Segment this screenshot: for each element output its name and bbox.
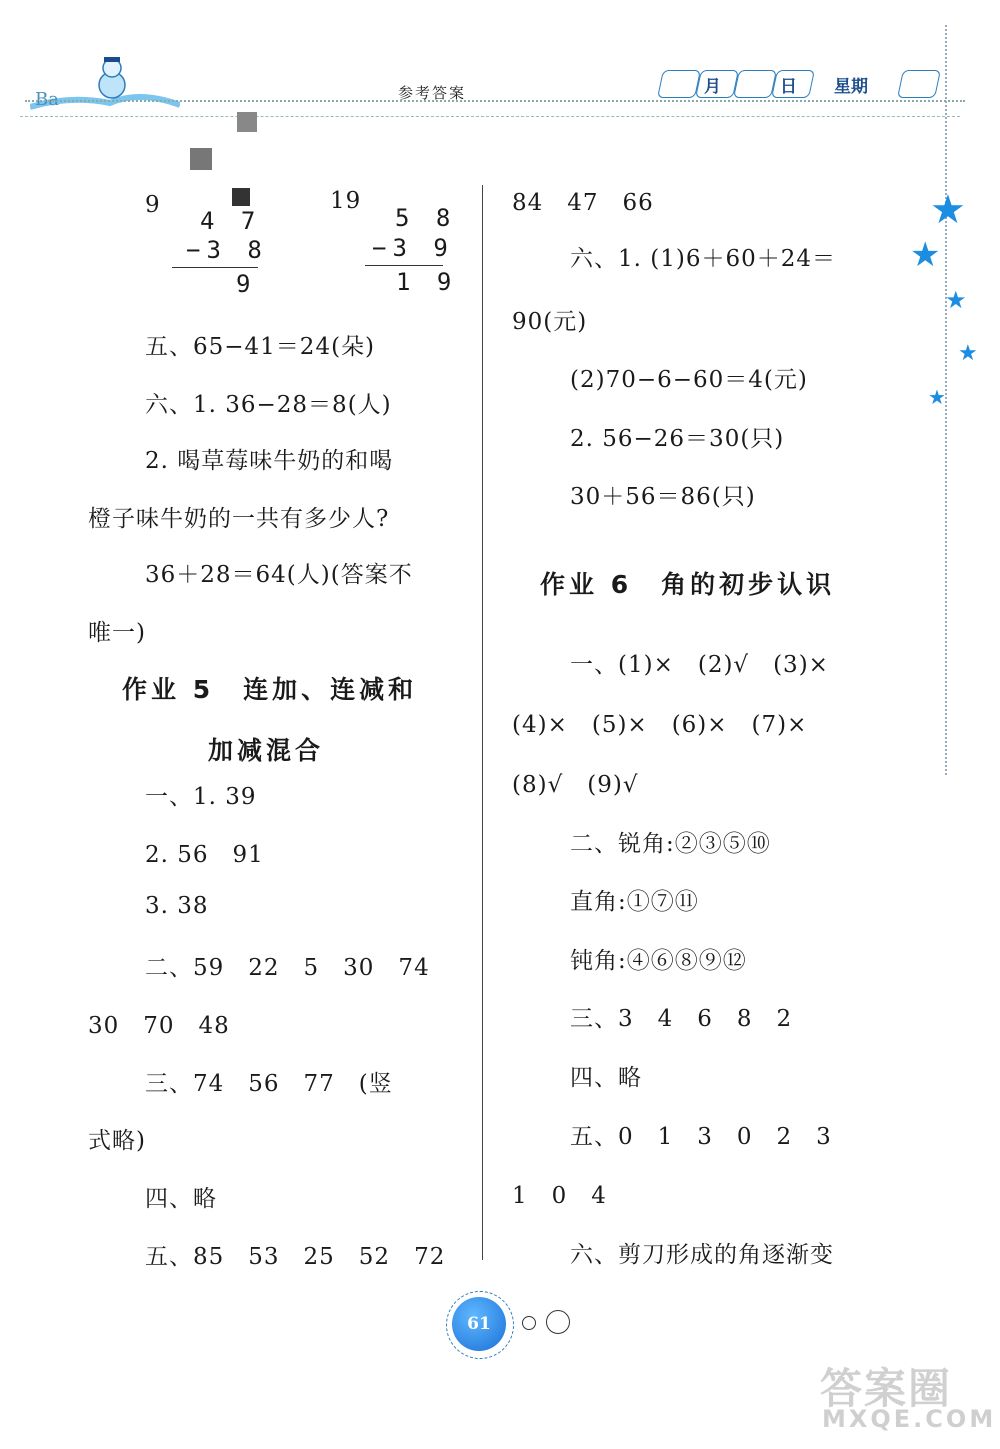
date-box-month-blank [657,70,701,98]
answer-line: 一、1. 39 [145,784,257,810]
answer-line: 唯一) [88,620,146,646]
answer-line: 三、3 4 6 8 2 [570,1006,793,1032]
section-heading: 加减混合 [208,736,325,765]
circle-decoration [522,1316,536,1330]
answer-line: 四、略 [570,1065,642,1091]
answer-line: 1 0 4 [512,1183,607,1209]
answer-line: 式略) [88,1128,146,1154]
calc-result: 9 [236,270,257,298]
header-divider [25,100,965,102]
calc-operand: 4 7 [200,207,262,235]
answer-line: (2)70−6−60＝4(元) [570,367,808,393]
answer-line: 一、(1)× (2)√ (3)× [570,652,829,678]
circle-decoration [546,1310,570,1334]
answer-line: 2. 56 91 [145,842,264,868]
date-box-day-blank [733,70,777,98]
section-heading: 作业 6 角的初步认识 [540,570,836,599]
answer-line: 二、锐角:②③⑤⑩ [570,831,771,857]
answer-line: 五、65−41＝24(朵) [145,334,376,360]
watermark-logo: 答案圈 [820,1364,953,1413]
page-number: 61 [452,1297,506,1351]
answer-line: 钝角:④⑥⑧⑨⑫ [570,948,747,974]
answer-line: 2. 56−26＝30(只) [570,426,785,452]
answer-line: 五、0 1 3 0 2 3 [570,1124,832,1150]
header-title: 参考答案 [398,84,467,102]
answer-line: 六、1. (1)6＋60＋24＝ [570,246,837,272]
snowman-decoration [30,55,180,115]
answer-line: 橙子味牛奶的一共有多少人? [88,506,390,532]
section-heading: 作业 5 连加、连减和 [122,675,418,704]
calc-rule [365,265,443,266]
answer-line: 直角:①⑦⑪ [570,889,699,915]
answer-line: 36＋28＝64(人)(答案不 [145,562,413,588]
star-icon: ★ [910,235,941,275]
answer-line: 三、74 56 77 (竖 [145,1071,393,1097]
problem-num: 9 [145,192,161,218]
redacted-mark [190,148,212,170]
calc-result: 1 9 [396,268,458,296]
star-icon: ★ [928,385,946,409]
answer-line: 3. 38 [145,893,209,919]
weekday-label: 星期 [834,77,868,97]
redacted-mark [237,112,257,132]
answer-line: 84 47 66 [512,190,654,216]
star-icon: ★ [958,341,978,366]
watermark-url: MXQE.COM [822,1405,997,1433]
answer-line: 六、剪刀形成的角逐渐变 [570,1242,834,1268]
answer-line: 30＋56＝86(只) [570,484,756,510]
answer-line: 二、59 22 5 30 74 [145,955,430,981]
header-divider-2 [20,116,960,117]
answer-line: 2. 喝草莓味牛奶的和喝 [145,448,394,474]
answer-line: (8)√ (9)√ [512,772,639,798]
calc-operand: 5 8 [395,204,457,232]
svg-text:Ba: Ba [35,89,59,110]
date-box-weekday [897,70,941,98]
answer-line: 90(元) [512,309,588,335]
star-icon: ★ [945,286,967,314]
problem-num: 19 [330,188,362,214]
answer-line: 五、85 53 25 52 72 [145,1244,446,1270]
answer-line: 四、略 [145,1186,217,1212]
redacted-mark [232,188,250,206]
month-label: 月 [704,77,721,97]
answer-line: 30 70 48 [88,1013,230,1039]
calc-rule [172,267,258,268]
star-icon: ★ [930,187,966,233]
answer-line: (4)× (5)× (6)× (7)× [512,712,808,738]
column-divider [482,185,483,1260]
day-label: 日 [780,77,797,97]
calc-operand: −3 8 [186,236,268,264]
calc-operand: −3 9 [372,234,454,262]
answer-line: 六、1. 36−28＝8(人) [145,392,392,418]
